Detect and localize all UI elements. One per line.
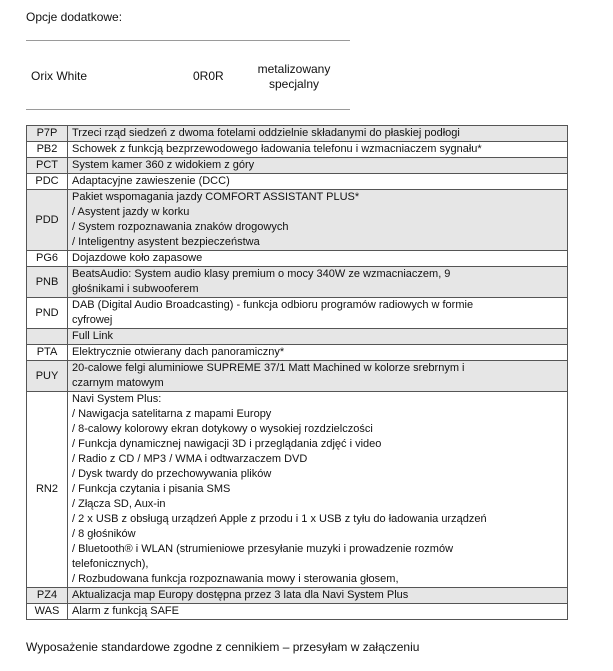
footer-note: Wyposażenie standardowe zgodne z cennikiem – przesyłam w załączeniu [26,640,420,654]
option-row [27,126,568,142]
option-row [27,298,568,329]
option-description-line: 20-calowe felgi aluminiowe SUPREME 37/1 Matt Machined w kolorze srebrnym i [72,362,465,374]
option-code [27,329,68,345]
option-description-line: / Bluetooth® i WLAN (strumieniowe przesyłanie muzyki i prowadzenie rozmów [72,543,454,555]
color-type-line: specjalny [268,77,320,91]
option-description-line: Aktualizacja map Europy dostępna przez 3 lata dla Navi System Plus [72,589,409,601]
options-table-body [27,126,568,620]
option-code: RN2 [27,392,68,588]
option-code: P7P [27,126,68,142]
option-description-line: / Funkcja czytania i pisania SMS [72,483,231,495]
option-description-line: głośnikami i subwooferem [72,283,199,295]
option-code: PDD [27,190,68,251]
option-code: WAS [27,604,68,620]
option-row [27,142,568,158]
option-code: PND [27,298,68,329]
color-type-line: metalizowany [257,62,331,76]
option-description-line: cyfrowej [72,314,113,326]
option-description-line: / Rozbudowana funkcja rozpoznawania mowy i sterowania głosem, [72,573,399,585]
option-description-line: / Asystent jazdy w korku [72,206,190,218]
option-description-line: / Złącza SD, Aux-in [72,498,166,510]
option-row [27,392,568,588]
option-description [68,251,568,267]
option-description-line: Adaptacyjne zawieszenie (DCC) [72,175,230,187]
option-description-line: czarnym matowym [72,377,164,389]
options-table [26,125,568,620]
color-type [252,62,336,92]
option-code: PG6 [27,251,68,267]
option-row [27,588,568,604]
option-description-line: / Radio z CD / MP3 / WMA i odtwarzaczem DVD [72,453,308,465]
option-description-line: Trzeci rząd siedzeń z dwoma fotelami oddzielnie składanymi do płaskiej podłogi [72,127,460,139]
option-description-line: DAB (Digital Audio Broadcasting) - funkcja odbioru programów radiowych w formie [72,299,474,311]
option-row [27,190,568,251]
option-code: PUY [27,361,68,392]
color-name: Orix White [31,69,88,83]
option-row [27,604,568,620]
option-row [27,174,568,190]
option-row [27,251,568,267]
option-row [27,345,568,361]
option-description-line: Full Link [72,330,113,342]
option-row [27,361,568,392]
option-description [68,126,568,142]
option-code: PNB [27,267,68,298]
option-description-line: / Inteligentny asystent bezpieczeństwa [72,236,260,248]
option-code: PTA [27,345,68,361]
option-description-line: / Funkcja dynamicznej nawigacji 3D i przeglądania zdjęć i video [72,438,382,450]
option-description [68,158,568,174]
option-description-line: Dojazdowe koło zapasowe [72,252,203,264]
option-description-line: / Dysk twardy do przechowywania plików [72,468,272,480]
color-code: 0R0R [193,69,224,83]
option-description-line: telefonicznych), [72,558,149,570]
option-row [27,158,568,174]
option-description-line: BeatsAudio: System audio klasy premium o mocy 340W ze wzmacniaczem, 9 [72,268,451,280]
option-row [27,329,568,345]
option-description [68,392,568,588]
option-description-line: Schowek z funkcją bezprzewodowego ładowania telefonu i wzmacniaczem sygnału* [72,143,482,155]
option-description [68,142,568,158]
option-description [68,588,568,604]
heading: Opcje dodatkowe: [26,10,123,24]
option-description [68,174,568,190]
option-code: PZ4 [27,588,68,604]
option-description-line: / Nawigacja satelitarna z mapami Europy [72,408,272,420]
divider-top [26,40,350,41]
option-description-line: System kamer 360 z widokiem z góry [72,159,255,171]
option-description-line: / 8-calowy kolorowy ekran dotykowy o wysokiej rozdzielczości [72,423,373,435]
option-description-line: Pakiet wspomagania jazdy COMFORT ASSISTANT PLUS* [72,191,360,203]
divider-bottom [26,109,350,110]
option-code: PDC [27,174,68,190]
option-description-line: / 2 x USB z obsługą urządzeń Apple z przodu i 1 x USB z tyłu do ładowania urządzeń [72,513,487,525]
option-description-line: Elektrycznie otwierany dach panoramiczny* [72,346,285,358]
option-code: PCT [27,158,68,174]
option-description [68,190,568,251]
option-description [68,604,568,620]
option-description [68,298,568,329]
option-description-line: Alarm z funkcją SAFE [72,605,179,617]
option-row [27,267,568,298]
option-description [68,329,568,345]
option-description-line: / 8 głośników [72,528,136,540]
option-description [68,345,568,361]
option-description-line: Navi System Plus: [72,393,162,405]
option-description [68,361,568,392]
option-description-line: / System rozpoznawania znaków drogowych [72,221,289,233]
option-description [68,267,568,298]
option-code: PB2 [27,142,68,158]
